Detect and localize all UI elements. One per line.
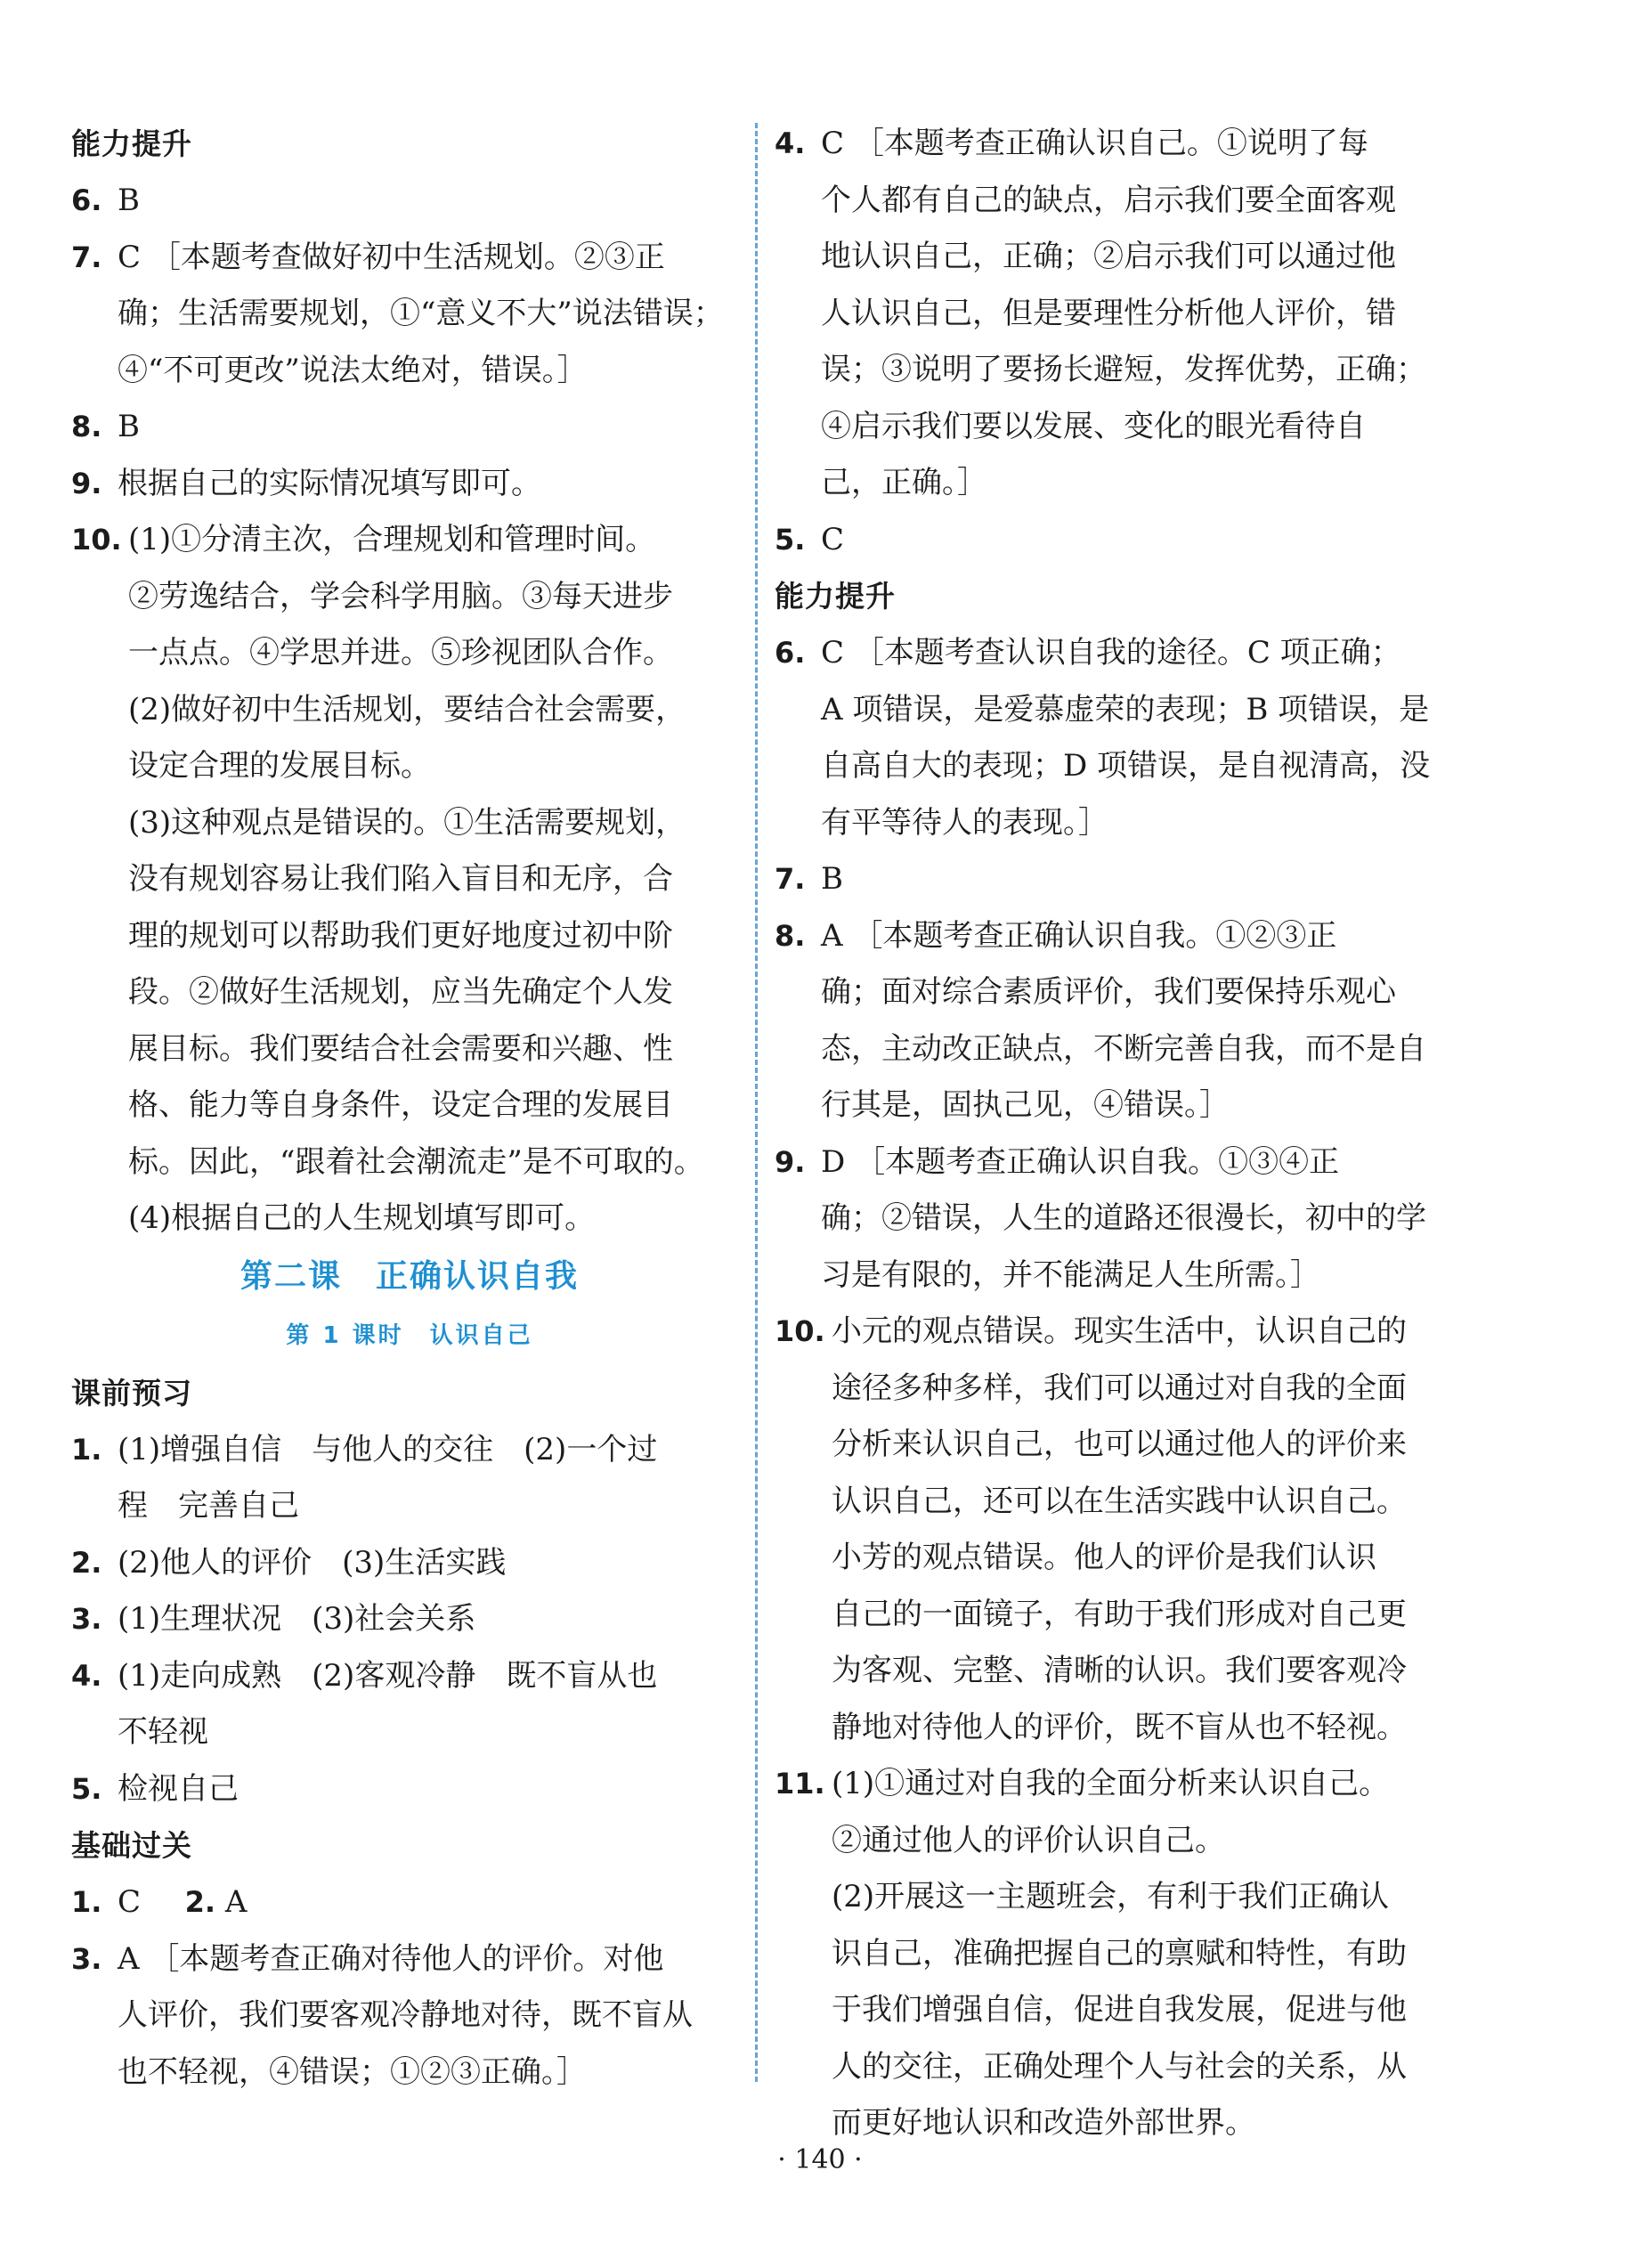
item-line: A ［本题考查正确认识自我。①②③正	[821, 917, 1337, 954]
item-line: 识自己，准确把握自己的禀赋和特性，有助	[832, 1935, 1407, 1971]
item-line: 认识自己，还可以在生活实践中认识自己。	[832, 1483, 1407, 1519]
item-line: D ［本题考查正确认识自我。①③④正	[821, 1143, 1340, 1180]
item-text: B	[821, 861, 843, 897]
item-number: 10.	[71, 523, 122, 557]
item-number: 6.	[775, 636, 806, 670]
item-line: (3)这种观点是错误的。①生活需要规划，	[128, 804, 686, 841]
item-line: 个人都有自己的缺点，启示我们要全面客观	[821, 182, 1396, 218]
answer-item	[71, 399, 748, 456]
answer-item	[71, 512, 748, 1248]
item-text: B	[118, 409, 140, 444]
item-line: 小芳的观点错误。他人的评价是我们认识	[832, 1540, 1376, 1575]
section-heading: 能力提升	[71, 126, 192, 161]
answer-item	[71, 456, 748, 513]
right-column	[775, 116, 1451, 2152]
item-text: 检视自己	[118, 1770, 239, 1807]
item-text: C	[821, 521, 845, 557]
answer-item	[775, 1134, 1451, 1305]
item-text: (2)他人的评价 (3)生活实践	[118, 1544, 507, 1581]
item-line: 自己的一面镜子，有助于我们形成对自己更	[832, 1596, 1407, 1632]
item-line: 态，主动改正缺点，不断完善自我，而不是自	[821, 1030, 1426, 1067]
item-text: 根据自己的实际情况填写即可。	[118, 465, 541, 501]
item-number: 9.	[775, 1144, 806, 1179]
item-number: 5.	[775, 522, 806, 557]
item-number: 6.	[71, 183, 102, 217]
page-number: · 140 ·	[777, 2144, 863, 2175]
section-heading: 能力提升	[775, 579, 896, 614]
item-number: 11.	[775, 1767, 825, 1801]
item-line: 己，正确。］	[821, 465, 987, 500]
item-line: 地认识自己，正确；②启示我们可以通过他	[821, 239, 1396, 274]
answer-item	[71, 1874, 748, 1931]
item-line: 而更好地认识和改造外部世界。	[832, 2105, 1255, 2141]
answer-item	[775, 625, 1451, 851]
answer-item	[775, 116, 1451, 512]
item-line: (1)①通过对自我的全面分析来认识自己。	[832, 1766, 1390, 1801]
answer-item	[71, 230, 748, 400]
item-line: 展目标。我们要结合社会需要和兴趣、性	[128, 1030, 673, 1067]
item-line: 程 完善自己	[118, 1488, 299, 1524]
item-line: 小元的观点错误。现实生活中，认识自己的	[832, 1313, 1407, 1349]
item-number: 3.	[71, 1602, 102, 1636]
item-line: 确；面对综合素质评价，我们要保持乐观心	[821, 974, 1396, 1010]
answer-value: A	[224, 1884, 248, 1920]
answer-item	[71, 1591, 748, 1648]
item-line: C ［本题考查做好初中生活规划。②③正	[118, 239, 665, 275]
item-line: (2)做好初中生活规划，要结合社会需要，	[128, 691, 686, 728]
answer-item	[775, 1756, 1451, 2152]
item-line: C ［本题考查认识自我的途径。C 项正确；	[821, 635, 1401, 671]
section-heading: 课前预习	[71, 1375, 192, 1410]
answer-item	[71, 1422, 748, 1535]
item-line: A ［本题考查正确对待他人的评价。对他	[118, 1940, 664, 1977]
item-line: 人评价，我们要客观冷静地对待，既不盲从	[118, 1997, 693, 2033]
answer-item	[775, 851, 1451, 908]
answer-item	[775, 1304, 1451, 1756]
item-number: 2.	[184, 1885, 216, 1919]
item-number: 7.	[71, 240, 102, 274]
period-title: 第 1 课时 认识自己	[286, 1321, 533, 1349]
item-line: 段。②做好生活规划，应当先确定个人发	[128, 974, 673, 1010]
item-number: 4.	[71, 1658, 102, 1693]
item-line: ②通过他人的评价认识自己。	[832, 1822, 1225, 1858]
item-line: 理的规划可以帮助我们更好地度过初中阶	[128, 917, 673, 954]
item-number: 10.	[775, 1314, 825, 1348]
item-line: 标。因此，“跟着社会潮流走”是不可取的。	[128, 1143, 704, 1180]
item-line: 误；③说明了要扬长避短，发挥优势，正确；	[821, 352, 1426, 387]
item-line: 有平等待人的表现。］	[821, 804, 1108, 841]
item-line: 一点点。④学思并进。⑤珍视团队合作。	[128, 635, 673, 671]
item-line: 途径多种多样，我们可以通过对自我的全面	[832, 1370, 1407, 1406]
item-line: A 项错误，是爱慕虚荣的表现；B 项错误，是	[821, 691, 1430, 728]
lesson-title: 第二课 正确认识自我	[240, 1257, 579, 1295]
item-line: 自高自大的表现；D 项错误，是自视清高，没	[821, 748, 1431, 784]
section-heading: 基础过关	[71, 1828, 192, 1863]
item-line: 也不轻视，④错误；①②③正确。］	[118, 2053, 587, 2090]
item-number: 3.	[71, 1941, 102, 1976]
item-line: (4)根据自己的人生规划填写即可。	[128, 1200, 596, 1236]
item-line: 确；②错误，人生的道路还很漫长，初中的学	[821, 1200, 1426, 1236]
answer-item	[71, 1535, 748, 1592]
answer-item	[71, 1648, 748, 1761]
item-line: 行其是，固执己见，④错误。］	[821, 1087, 1230, 1123]
item-line: (2)开展这一主题班会，有利于我们正确认	[832, 1879, 1390, 1914]
item-line: 不轻视	[118, 1714, 208, 1750]
item-line: 没有规划容易让我们陷入盲目和无序，合	[128, 861, 673, 897]
column-divider	[755, 123, 758, 2082]
answer-item	[71, 1931, 748, 2101]
answer-item	[775, 908, 1451, 1134]
item-number: 9.	[71, 466, 102, 500]
answer-item	[71, 173, 748, 230]
item-number: 5.	[71, 1771, 102, 1806]
item-line: C ［本题考查正确认识自己。①说明了每	[821, 126, 1368, 161]
item-number: 8.	[71, 410, 102, 443]
item-line: 为客观、完整、清晰的认识。我们要客观冷	[832, 1653, 1407, 1688]
item-line: (1)增强自信 与他人的交往 (2)一个过	[118, 1431, 658, 1467]
item-text: (1)生理状况 (3)社会关系	[118, 1601, 476, 1637]
item-line: 分析来认识自己，也可以通过他人的评价来	[832, 1427, 1407, 1462]
item-text: B	[118, 183, 140, 218]
item-line: 习是有限的，并不能满足人生所需。］	[821, 1256, 1320, 1293]
answer-item	[71, 1761, 748, 1818]
item-number: 1.	[71, 1432, 102, 1467]
item-line: 确；生活需要规划，①“意义不大”说法错误；	[118, 296, 724, 331]
item-number: 8.	[775, 918, 806, 953]
item-line: 设定合理的发展目标。	[128, 748, 431, 784]
item-line: ④启示我们要以发展、变化的眼光看待自	[821, 408, 1366, 444]
answer-item	[775, 512, 1451, 569]
item-number: 1.	[71, 1885, 102, 1919]
item-line: 人的交往，正确处理个人与社会的关系，从	[832, 2048, 1407, 2085]
item-number: 7.	[775, 862, 806, 896]
item-line: (1)①分清主次，合理规划和管理时间。	[128, 522, 656, 557]
item-line: 人认识自己，但是要理性分析他人评价，错	[821, 295, 1396, 331]
item-number: 4.	[775, 126, 806, 160]
item-line: 格、能力等自身条件，设定合理的发展目	[128, 1087, 673, 1123]
item-line: (1)走向成熟 (2)客观冷静 既不盲从也	[118, 1657, 658, 1694]
item-text	[118, 1874, 748, 1931]
answer-value: C	[118, 1884, 142, 1920]
item-line: ④“不可更改”说法太绝对，错误。］	[118, 352, 588, 388]
item-line: ②劳逸结合，学会科学用脑。③每天进步	[128, 578, 673, 614]
item-line: 静地对待他人的评价，既不盲从也不轻视。	[832, 1709, 1407, 1745]
item-line: 于我们增强自信，促进自我发展，促进与他	[832, 1992, 1407, 2028]
left-column	[71, 116, 748, 2101]
item-number: 2.	[71, 1545, 102, 1580]
